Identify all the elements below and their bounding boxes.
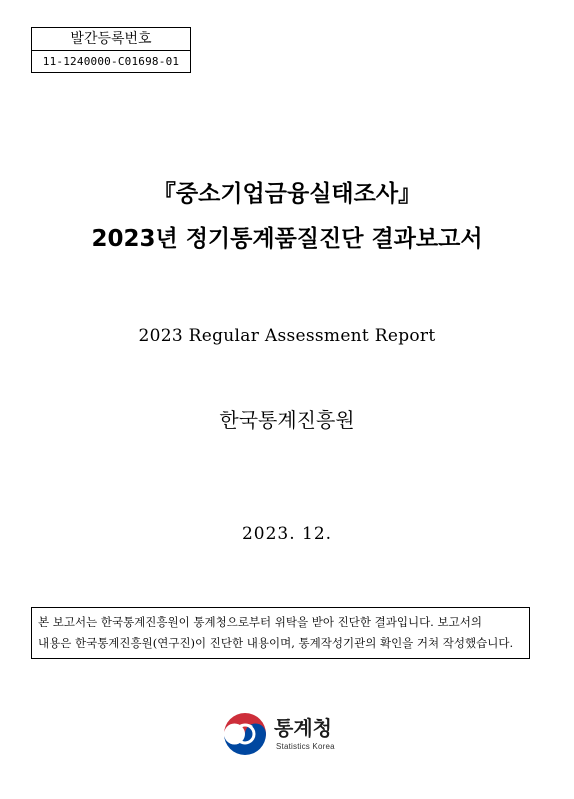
report-subtitle-english: 2023 Regular Assessment Report — [138, 326, 436, 346]
report-title-survey: 『중소기업금융실태조사』 — [152, 181, 422, 207]
statistics-korea-logo — [222, 711, 362, 757]
logo-name-english: Statistics Korea — [276, 742, 335, 751]
notice-line-2: 내용은 한국통계진흥원(연구진)이 진단한 내용이며, 통계작성기관의 확인을 거쳐 작성했습니다. — [38, 636, 514, 650]
notice-box — [31, 607, 530, 659]
organization-name: 한국통계진흥원 — [219, 408, 355, 432]
publication-number: 11-1240000-C01698-01 — [42, 55, 180, 68]
publication-label: 발간등록번호 — [32, 28, 190, 51]
report-title-main: 2023년 정기통계품질진단 결과보고서 — [91, 226, 483, 252]
logo-name-korean: 통계청 — [274, 716, 332, 740]
notice-line-1: 본 보고서는 한국통계진흥원이 통계청으로부터 위탁을 받아 진단한 결과입니다. 보고서의 — [38, 615, 482, 629]
taegeuk-emblem-icon — [222, 711, 268, 757]
publication-registration-box — [31, 27, 191, 73]
report-date: 2023. 12. — [241, 524, 333, 544]
